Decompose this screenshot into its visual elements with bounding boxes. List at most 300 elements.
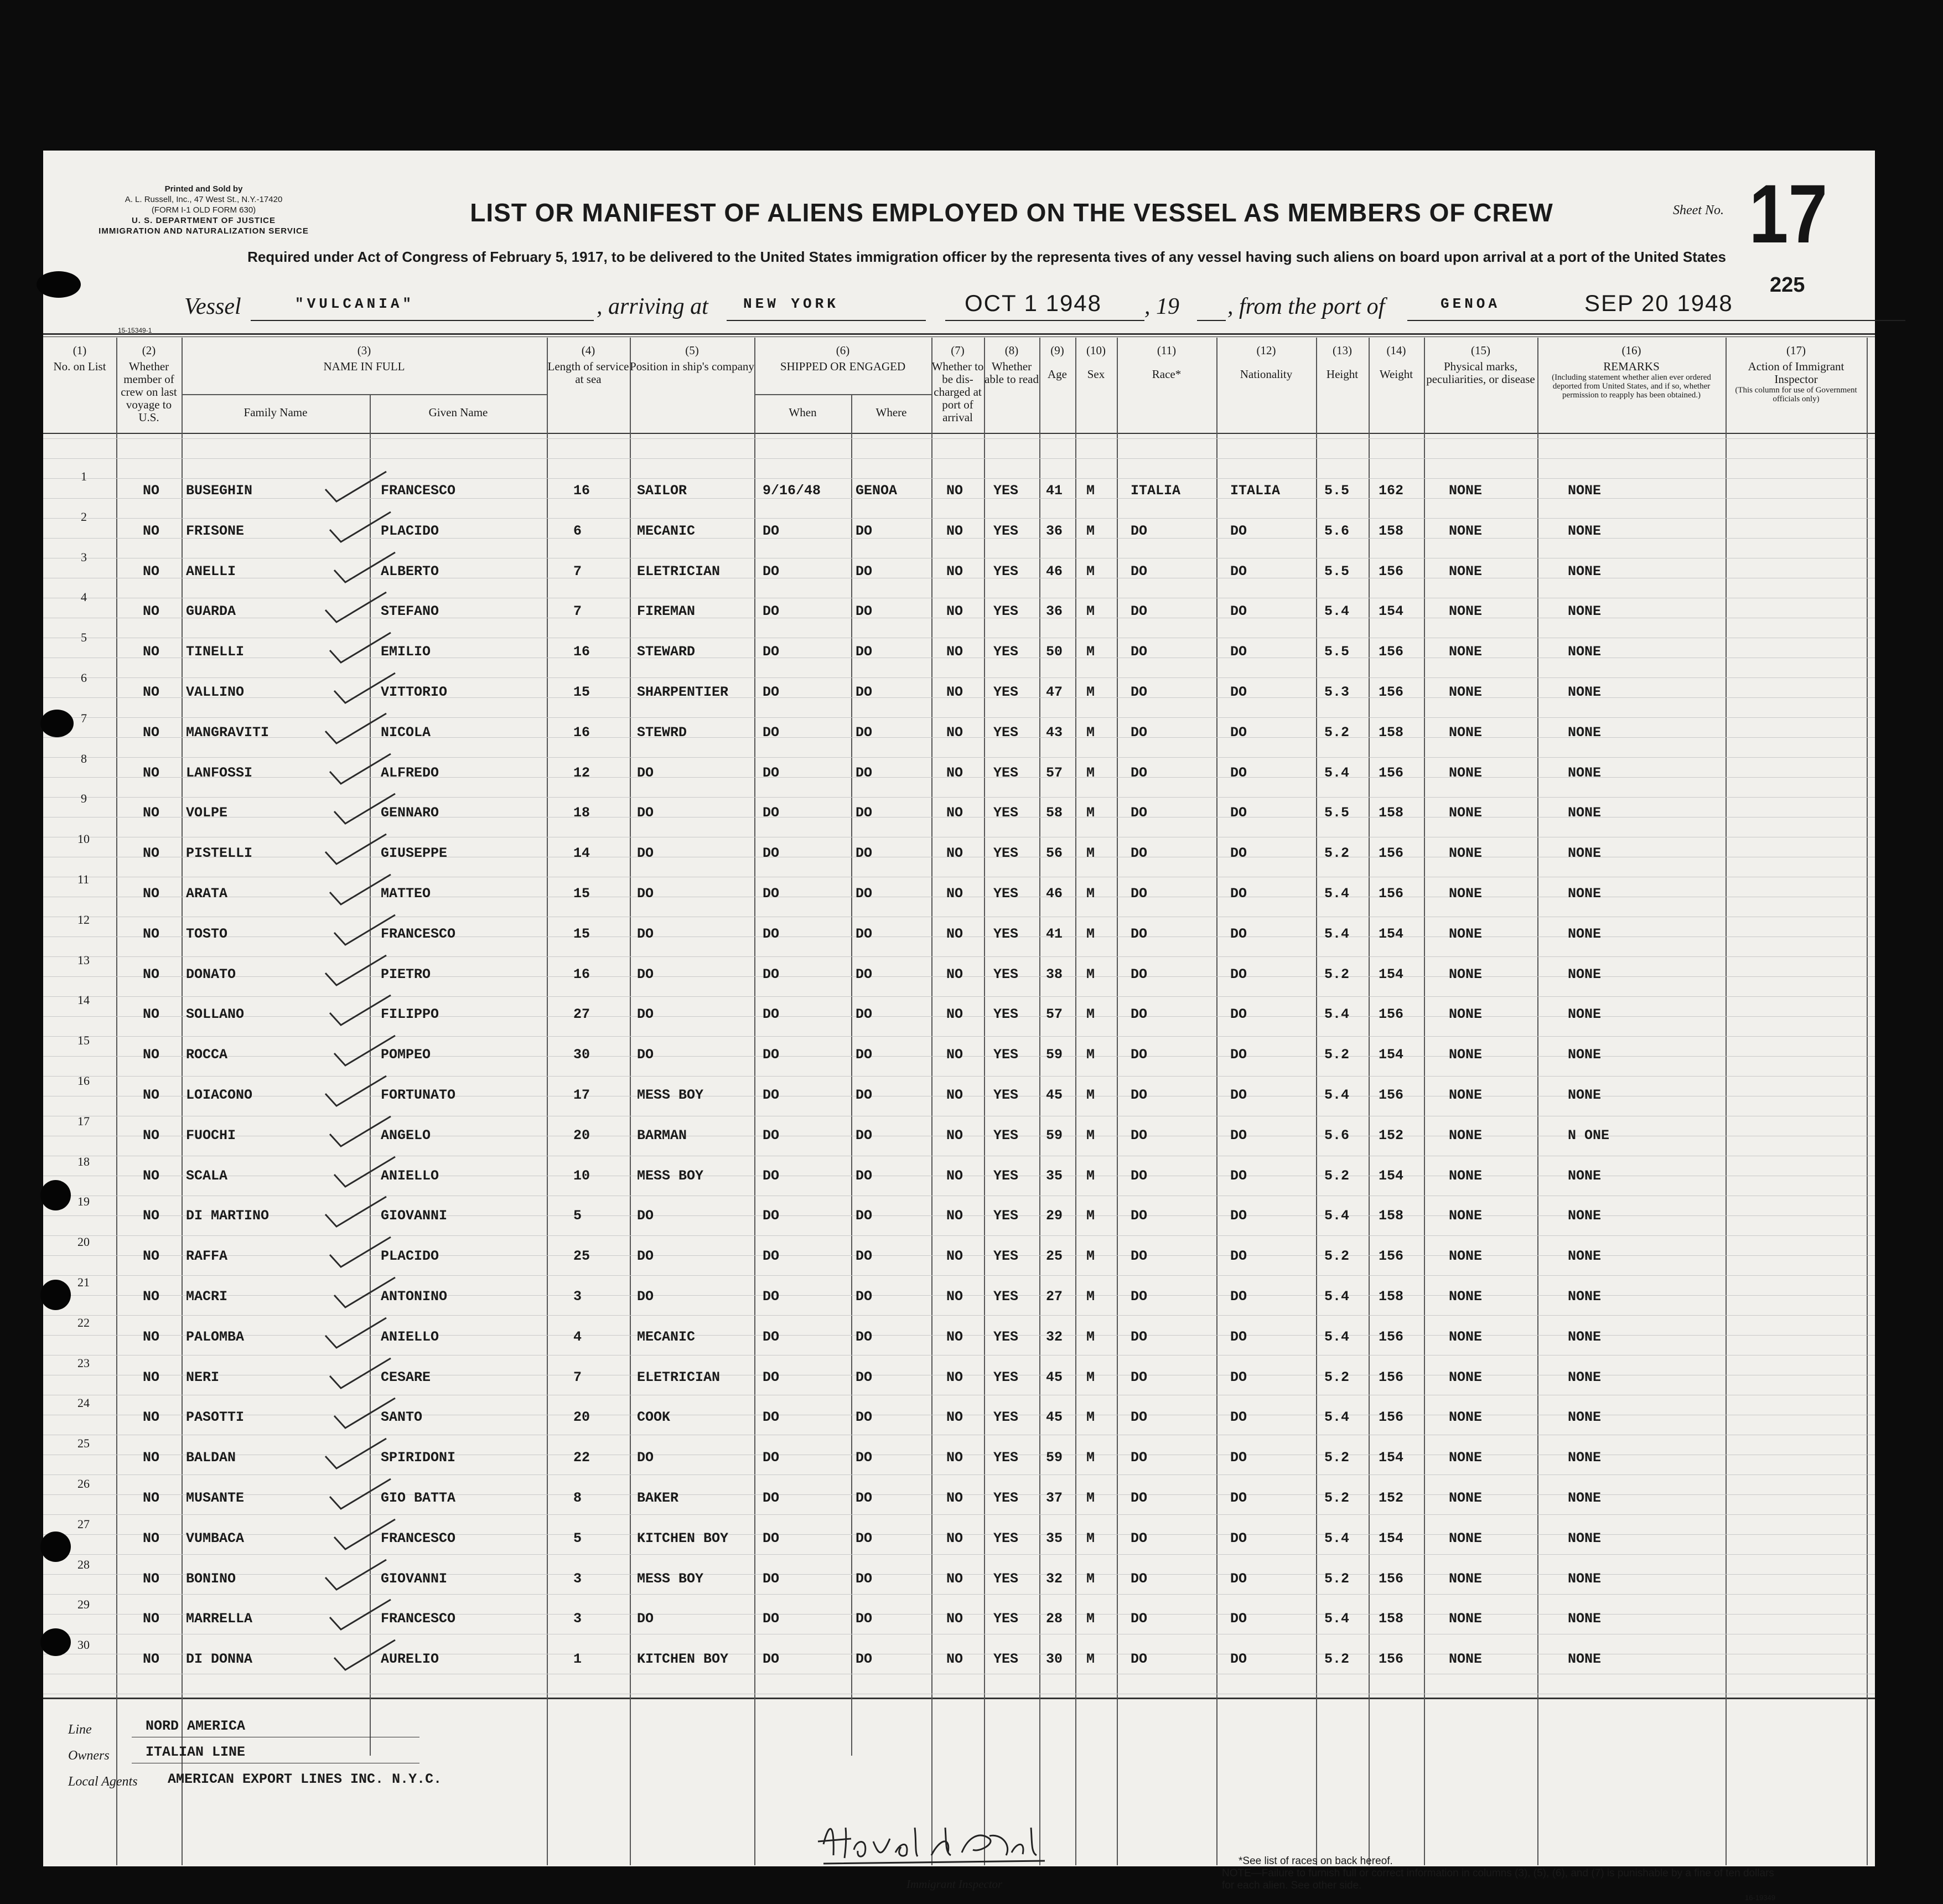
col-race: DO xyxy=(1131,1571,1148,1587)
col-given-name: FORTUNATO xyxy=(381,1087,456,1103)
row-number: 30 xyxy=(77,1638,90,1652)
check-mark-icon xyxy=(329,1515,401,1554)
col-race: DO xyxy=(1131,1450,1148,1466)
col-last-voyage: NO xyxy=(143,1490,160,1506)
col-height: 5.4 xyxy=(1324,1289,1350,1305)
col-when: DO xyxy=(763,886,780,902)
col-header-age: (9) Age xyxy=(1048,344,1067,381)
vessel-name: "VULCANIA" xyxy=(295,296,415,312)
col-nationality: DO xyxy=(1230,1248,1247,1264)
col-age: 25 xyxy=(1046,1248,1063,1264)
col-age: 58 xyxy=(1046,805,1063,821)
departure-date-stamp: SEP 20 1948 xyxy=(1584,290,1733,316)
col-header-last-voyage: (2) Whether member of crew on last voyage to U.S. xyxy=(121,344,177,424)
col-age: 45 xyxy=(1046,1409,1063,1425)
table-row xyxy=(43,1558,1875,1611)
col-where: DO xyxy=(856,966,873,982)
page-subtitle: Required under Act of Congress of February 5, 1917, to be delivered to the United States immigration officer by the representa tives of any vessel having such aliens on board upon arrival at a port of the United States xyxy=(247,249,1726,265)
col-last-voyage: NO xyxy=(143,603,160,619)
col-read: YES xyxy=(993,483,1019,499)
col-given-name: VITTORIO xyxy=(381,684,448,700)
col-remarks: NONE xyxy=(1568,1168,1602,1184)
col-nationality: DO xyxy=(1230,1208,1247,1224)
col-age: 56 xyxy=(1046,845,1063,861)
col-position: STEWRD xyxy=(637,725,687,741)
col-given-name: FRANCESCO xyxy=(381,483,456,499)
row-number: 7 xyxy=(81,711,87,725)
col-weight: 156 xyxy=(1379,845,1404,861)
col-header-when: When xyxy=(789,406,817,419)
col-physical-marks: NONE xyxy=(1449,805,1483,821)
col-given-name: PLACIDO xyxy=(381,1248,439,1264)
col-given-name: PLACIDO xyxy=(381,523,439,539)
imprint-line: U. S. DEPARTMENT OF JUSTICE xyxy=(131,216,276,225)
col-read: YES xyxy=(993,1208,1019,1224)
col-service: 15 xyxy=(573,886,590,902)
col-discharged: NO xyxy=(946,523,963,539)
col-weight: 162 xyxy=(1379,483,1404,499)
col-nationality: DO xyxy=(1230,1530,1247,1546)
col-when: DO xyxy=(763,1208,780,1224)
col-where: DO xyxy=(856,1409,873,1425)
col-service: 14 xyxy=(573,845,590,861)
col-height: 5.4 xyxy=(1324,1087,1350,1103)
col-nationality: DO xyxy=(1230,1409,1247,1425)
col-header-weight: (14) Weight xyxy=(1379,344,1413,381)
col-race: DO xyxy=(1131,1047,1148,1063)
col-physical-marks: NONE xyxy=(1449,1087,1483,1103)
from-underline xyxy=(1407,320,1905,321)
col-height: 5.5 xyxy=(1324,483,1350,499)
col-nationality: DO xyxy=(1230,1289,1247,1305)
check-mark-icon xyxy=(320,1313,392,1352)
col-when: DO xyxy=(763,1248,780,1264)
col-sex: M xyxy=(1086,1087,1095,1103)
col-nationality: DO xyxy=(1230,1611,1247,1627)
col-remarks: NONE xyxy=(1568,1369,1602,1385)
col-when: DO xyxy=(763,1047,780,1063)
col-remarks: NONE xyxy=(1568,845,1602,861)
col-weight: 154 xyxy=(1379,926,1404,942)
table-row xyxy=(43,1597,1875,1651)
col-service: 8 xyxy=(573,1490,582,1506)
col-service: 5 xyxy=(573,1530,582,1546)
col-given-name: SANTO xyxy=(381,1409,423,1425)
col-last-voyage: NO xyxy=(143,684,160,700)
col-position: SHARPENTIER xyxy=(637,684,729,700)
col-family-name: FRISONE xyxy=(186,523,245,539)
col-last-voyage: NO xyxy=(143,1208,160,1224)
col-height: 5.4 xyxy=(1324,1530,1350,1546)
table-row xyxy=(43,913,1875,966)
col-physical-marks: NONE xyxy=(1449,1329,1483,1345)
col-last-voyage: NO xyxy=(143,926,160,942)
col-race: DO xyxy=(1131,1369,1148,1385)
col-position: BAKER xyxy=(637,1490,679,1506)
col-family-name: VALLINO xyxy=(186,684,245,700)
col-service: 7 xyxy=(573,1369,582,1385)
col-family-name: PISTELLI xyxy=(186,845,253,861)
col-family-name: LOIACONO xyxy=(186,1087,253,1103)
col-given-name: FRANCESCO xyxy=(381,1611,456,1627)
col-remarks: NONE xyxy=(1568,765,1602,781)
col-family-name: DONATO xyxy=(186,966,236,982)
col-read: YES xyxy=(993,1369,1019,1385)
table-row xyxy=(43,630,1875,684)
col-given-name: FRANCESCO xyxy=(381,926,456,942)
row-number: 22 xyxy=(77,1316,90,1329)
table-row xyxy=(43,791,1875,845)
col-age: 43 xyxy=(1046,725,1063,741)
col-position: MESS BOY xyxy=(637,1168,704,1184)
col-physical-marks: NONE xyxy=(1449,765,1483,781)
row-number: 27 xyxy=(77,1517,90,1531)
col-sex: M xyxy=(1086,1611,1095,1627)
col-last-voyage: NO xyxy=(143,523,160,539)
col-weight: 158 xyxy=(1379,1208,1404,1224)
col-remarks: NONE xyxy=(1568,1047,1602,1063)
col-height: 5.4 xyxy=(1324,1329,1350,1345)
col-weight: 156 xyxy=(1379,765,1404,781)
col-last-voyage: NO xyxy=(143,1168,160,1184)
row-number: 4 xyxy=(81,590,87,604)
col-read: YES xyxy=(993,563,1019,580)
sheet-secondary-number: 225 xyxy=(1770,273,1805,297)
col-physical-marks: NONE xyxy=(1449,1651,1483,1667)
col-physical-marks: NONE xyxy=(1449,1571,1483,1587)
col-family-name: ANELLI xyxy=(186,563,236,580)
col-discharged: NO xyxy=(946,1329,963,1345)
col-discharged: NO xyxy=(946,1208,963,1224)
col-age: 36 xyxy=(1046,523,1063,539)
col-given-name: MATTEO xyxy=(381,886,431,902)
col-age: 57 xyxy=(1046,765,1063,781)
col-given-name: EMILIO xyxy=(381,644,431,660)
col-sex: M xyxy=(1086,483,1095,499)
col-family-name: BUSEGHIN xyxy=(186,483,253,499)
inspector-signature xyxy=(812,1811,1078,1872)
col-height: 5.4 xyxy=(1324,765,1350,781)
col-nationality: DO xyxy=(1230,926,1247,942)
col-age: 59 xyxy=(1046,1450,1063,1466)
owners-label: Owners xyxy=(68,1748,110,1763)
col-read: YES xyxy=(993,1006,1019,1022)
row-number: 3 xyxy=(81,550,87,564)
col-discharged: NO xyxy=(946,563,963,580)
col-height: 5.3 xyxy=(1324,684,1350,700)
check-mark-icon xyxy=(324,1474,396,1513)
col-race: DO xyxy=(1131,1127,1148,1144)
col-remarks: NONE xyxy=(1568,1329,1602,1345)
col-discharged: NO xyxy=(946,1651,963,1667)
col-where: DO xyxy=(856,1369,873,1385)
col-physical-marks: NONE xyxy=(1449,1006,1483,1022)
col-given-name: GIO BATTA xyxy=(381,1490,456,1506)
col-header-shipped: (6) SHIPPED OR ENGAGED xyxy=(780,344,906,373)
col-position: SAILOR xyxy=(637,483,687,499)
col-sex: M xyxy=(1086,644,1095,660)
col-weight: 156 xyxy=(1379,1409,1404,1425)
check-mark-icon xyxy=(320,1192,392,1231)
col-nationality: DO xyxy=(1230,603,1247,619)
header-bottom-rule xyxy=(43,433,1875,434)
col-weight: 154 xyxy=(1379,603,1404,619)
arriving-label: , arriving at xyxy=(597,294,708,319)
col-sex: M xyxy=(1086,1248,1095,1264)
year-underline xyxy=(1197,320,1226,321)
col-discharged: NO xyxy=(946,1450,963,1466)
col-given-name: GENNARO xyxy=(381,805,439,821)
table-row xyxy=(43,1235,1875,1288)
col-discharged: NO xyxy=(946,603,963,619)
col-remarks: NONE xyxy=(1568,886,1602,902)
col-height: 5.4 xyxy=(1324,926,1350,942)
col-position: DO xyxy=(637,1450,654,1466)
col-race: DO xyxy=(1131,523,1148,539)
col-read: YES xyxy=(993,926,1019,942)
col-read: YES xyxy=(993,966,1019,982)
agents-label: Local Agents xyxy=(68,1774,138,1789)
col-read: YES xyxy=(993,523,1019,539)
col-header-height: (13) Height xyxy=(1326,344,1359,381)
col-age: 50 xyxy=(1046,644,1063,660)
col-nationality: DO xyxy=(1230,1127,1247,1144)
row-number: 9 xyxy=(81,791,87,805)
col-remarks: NONE xyxy=(1568,1248,1602,1264)
col-last-voyage: NO xyxy=(143,845,160,861)
col-where: DO xyxy=(856,1006,873,1022)
col-physical-marks: NONE xyxy=(1449,1248,1483,1264)
col-header-where: Where xyxy=(875,406,907,419)
col-where: DO xyxy=(856,1450,873,1466)
col-height: 5.4 xyxy=(1324,1611,1350,1627)
col-race: DO xyxy=(1131,563,1148,580)
col-when: DO xyxy=(763,1168,780,1184)
col-physical-marks: NONE xyxy=(1449,523,1483,539)
check-mark-icon xyxy=(329,1152,401,1191)
col-header-race: (11) Race* xyxy=(1152,344,1182,381)
row-number: 29 xyxy=(77,1597,90,1611)
col-given-name: ALFREDO xyxy=(381,765,439,781)
sheet-label: Sheet No. xyxy=(1673,203,1724,218)
row-number: 14 xyxy=(77,993,90,1007)
col-header-physical-marks: (15) Physical marks, peculiarities, or disease xyxy=(1426,344,1535,386)
col-weight: 158 xyxy=(1379,523,1404,539)
col-given-name: FRANCESCO xyxy=(381,1530,456,1546)
col-height: 5.4 xyxy=(1324,603,1350,619)
punch-hole xyxy=(40,1628,71,1656)
col-when: DO xyxy=(763,1289,780,1305)
col-physical-marks: NONE xyxy=(1449,1450,1483,1466)
col-last-voyage: NO xyxy=(143,725,160,741)
col-nationality: DO xyxy=(1230,1369,1247,1385)
col-last-voyage: NO xyxy=(143,1369,160,1385)
col-when: DO xyxy=(763,684,780,700)
col-service: 6 xyxy=(573,523,582,539)
col-discharged: NO xyxy=(946,1490,963,1506)
check-mark-icon xyxy=(324,749,396,788)
col-height: 5.4 xyxy=(1324,1208,1350,1224)
col-service: 4 xyxy=(573,1329,582,1345)
col-where: DO xyxy=(856,845,873,861)
col-when: DO xyxy=(763,1611,780,1627)
check-mark-icon xyxy=(329,1394,401,1432)
col-read: YES xyxy=(993,1409,1019,1425)
col-where: DO xyxy=(856,1208,873,1224)
owners-value: ITALIAN LINE xyxy=(146,1744,246,1760)
col-discharged: NO xyxy=(946,926,963,942)
col-given-name: CESARE xyxy=(381,1369,431,1385)
col-weight: 156 xyxy=(1379,644,1404,660)
row-number: 24 xyxy=(77,1396,90,1410)
col-physical-marks: NONE xyxy=(1449,1047,1483,1063)
col-given-name: GIOVANNI xyxy=(381,1208,448,1224)
row-number: 26 xyxy=(77,1477,90,1491)
col-age: 59 xyxy=(1046,1127,1063,1144)
col-when: DO xyxy=(763,644,780,660)
col-position: STEWARD xyxy=(637,644,696,660)
check-mark-icon xyxy=(329,669,401,707)
col-service: 27 xyxy=(573,1006,590,1022)
col-nationality: DO xyxy=(1230,563,1247,580)
col-read: YES xyxy=(993,805,1019,821)
printer-imprint xyxy=(65,184,342,236)
col-weight: 156 xyxy=(1379,1369,1404,1385)
col-race: DO xyxy=(1131,1006,1148,1022)
col-read: YES xyxy=(993,845,1019,861)
col-nationality: DO xyxy=(1230,644,1247,660)
row-number: 19 xyxy=(77,1194,90,1208)
col-position: DO xyxy=(637,886,654,902)
col-family-name: SOLLANO xyxy=(186,1006,245,1022)
col-when: DO xyxy=(763,1127,780,1144)
imprint-line: A. L. Russell, Inc., 47 West St., N.Y.-17420 xyxy=(125,195,283,204)
col-given-name: ANTONINO xyxy=(381,1289,448,1305)
col-nationality: ITALIA xyxy=(1230,483,1281,499)
vessel-label: Vessel xyxy=(184,294,241,319)
col-nationality: DO xyxy=(1230,684,1247,700)
col-where: DO xyxy=(856,1571,873,1587)
col-race: DO xyxy=(1131,603,1148,619)
col-physical-marks: NONE xyxy=(1449,1530,1483,1546)
col-age: 36 xyxy=(1046,603,1063,619)
col-age: 32 xyxy=(1046,1329,1063,1345)
col-weight: 156 xyxy=(1379,886,1404,902)
table-row xyxy=(43,1194,1875,1248)
check-mark-icon xyxy=(320,1072,392,1110)
col-position: DO xyxy=(637,926,654,942)
col-race: DO xyxy=(1131,1651,1148,1667)
col-family-name: LANFOSSI xyxy=(186,765,253,781)
col-family-name: DI MARTINO xyxy=(186,1208,270,1224)
col-position: DO xyxy=(637,1611,654,1627)
col-race: DO xyxy=(1131,1409,1148,1425)
col-last-voyage: NO xyxy=(143,1289,160,1305)
col-race: DO xyxy=(1131,1329,1148,1345)
col-last-voyage: NO xyxy=(143,805,160,821)
col-remarks: NONE xyxy=(1568,523,1602,539)
col-weight: 156 xyxy=(1379,1571,1404,1587)
col-age: 38 xyxy=(1046,966,1063,982)
row-number: 25 xyxy=(77,1436,90,1450)
col-last-voyage: NO xyxy=(143,765,160,781)
col-read: YES xyxy=(993,1651,1019,1667)
check-mark-icon xyxy=(329,1273,401,1312)
col-remarks: NONE xyxy=(1568,644,1602,660)
col-where: GENOA xyxy=(856,483,898,499)
shipped-subheader-rule xyxy=(754,394,931,395)
note-races: *See list of races on back hereof. xyxy=(1239,1855,1393,1867)
date-underline xyxy=(945,320,1144,321)
col-sex: M xyxy=(1086,1289,1095,1305)
col-physical-marks: NONE xyxy=(1449,886,1483,902)
col-family-name: TINELLI xyxy=(186,644,245,660)
col-height: 5.5 xyxy=(1324,644,1350,660)
col-sex: M xyxy=(1086,1409,1095,1425)
row-number: 10 xyxy=(77,832,90,846)
line-value: NORD AMERICA xyxy=(146,1718,246,1734)
col-sex: M xyxy=(1086,1127,1095,1144)
table-row xyxy=(43,711,1875,764)
col-position: DO xyxy=(637,805,654,821)
col-remarks: NONE xyxy=(1568,1571,1602,1587)
col-given-name: NICOLA xyxy=(381,725,431,741)
col-age: 46 xyxy=(1046,563,1063,580)
table-row xyxy=(43,1114,1875,1167)
check-mark-icon xyxy=(324,1112,396,1151)
col-height: 5.2 xyxy=(1324,1168,1350,1184)
year-label: , 19 xyxy=(1144,294,1179,319)
col-height: 5.4 xyxy=(1324,1006,1350,1022)
col-where: DO xyxy=(856,684,873,700)
col-service: 7 xyxy=(573,563,582,580)
col-discharged: NO xyxy=(946,845,963,861)
col-given-name: PIETRO xyxy=(381,966,431,982)
col-last-voyage: NO xyxy=(143,966,160,982)
col-where: DO xyxy=(856,644,873,660)
table-row xyxy=(43,671,1875,724)
col-header-list-no: (1) No. on List xyxy=(53,344,106,373)
table-row xyxy=(43,469,1875,522)
col-family-name: VUMBACA xyxy=(186,1530,245,1546)
col-when: DO xyxy=(763,725,780,741)
col-given-name: GIUSEPPE xyxy=(381,845,448,861)
col-sex: M xyxy=(1086,966,1095,982)
col-nationality: DO xyxy=(1230,1047,1247,1063)
col-position: MECANIC xyxy=(637,1329,696,1345)
col-discharged: NO xyxy=(946,1168,963,1184)
col-last-voyage: NO xyxy=(143,1248,160,1264)
arrival-date-stamp: OCT 1 1948 xyxy=(965,290,1102,316)
col-where: DO xyxy=(856,1289,873,1305)
col-height: 5.5 xyxy=(1324,805,1350,821)
col-service: 15 xyxy=(573,684,590,700)
col-header-inspector-action: (17) Action of Immigrant Inspector (This column for use of Government officials only) xyxy=(1735,344,1857,403)
col-sex: M xyxy=(1086,765,1095,781)
col-race: DO xyxy=(1131,1208,1148,1224)
col-where: DO xyxy=(856,1047,873,1063)
col-physical-marks: NONE xyxy=(1449,1127,1483,1144)
check-mark-icon xyxy=(320,830,392,868)
col-height: 5.2 xyxy=(1324,966,1350,982)
col-given-name: STEFANO xyxy=(381,603,439,619)
row-number: 15 xyxy=(77,1033,90,1047)
col-family-name: GUARDA xyxy=(186,603,236,619)
col-position: DO xyxy=(637,1248,654,1264)
check-mark-icon xyxy=(324,1233,396,1271)
col-age: 41 xyxy=(1046,926,1063,942)
col-read: YES xyxy=(993,886,1019,902)
